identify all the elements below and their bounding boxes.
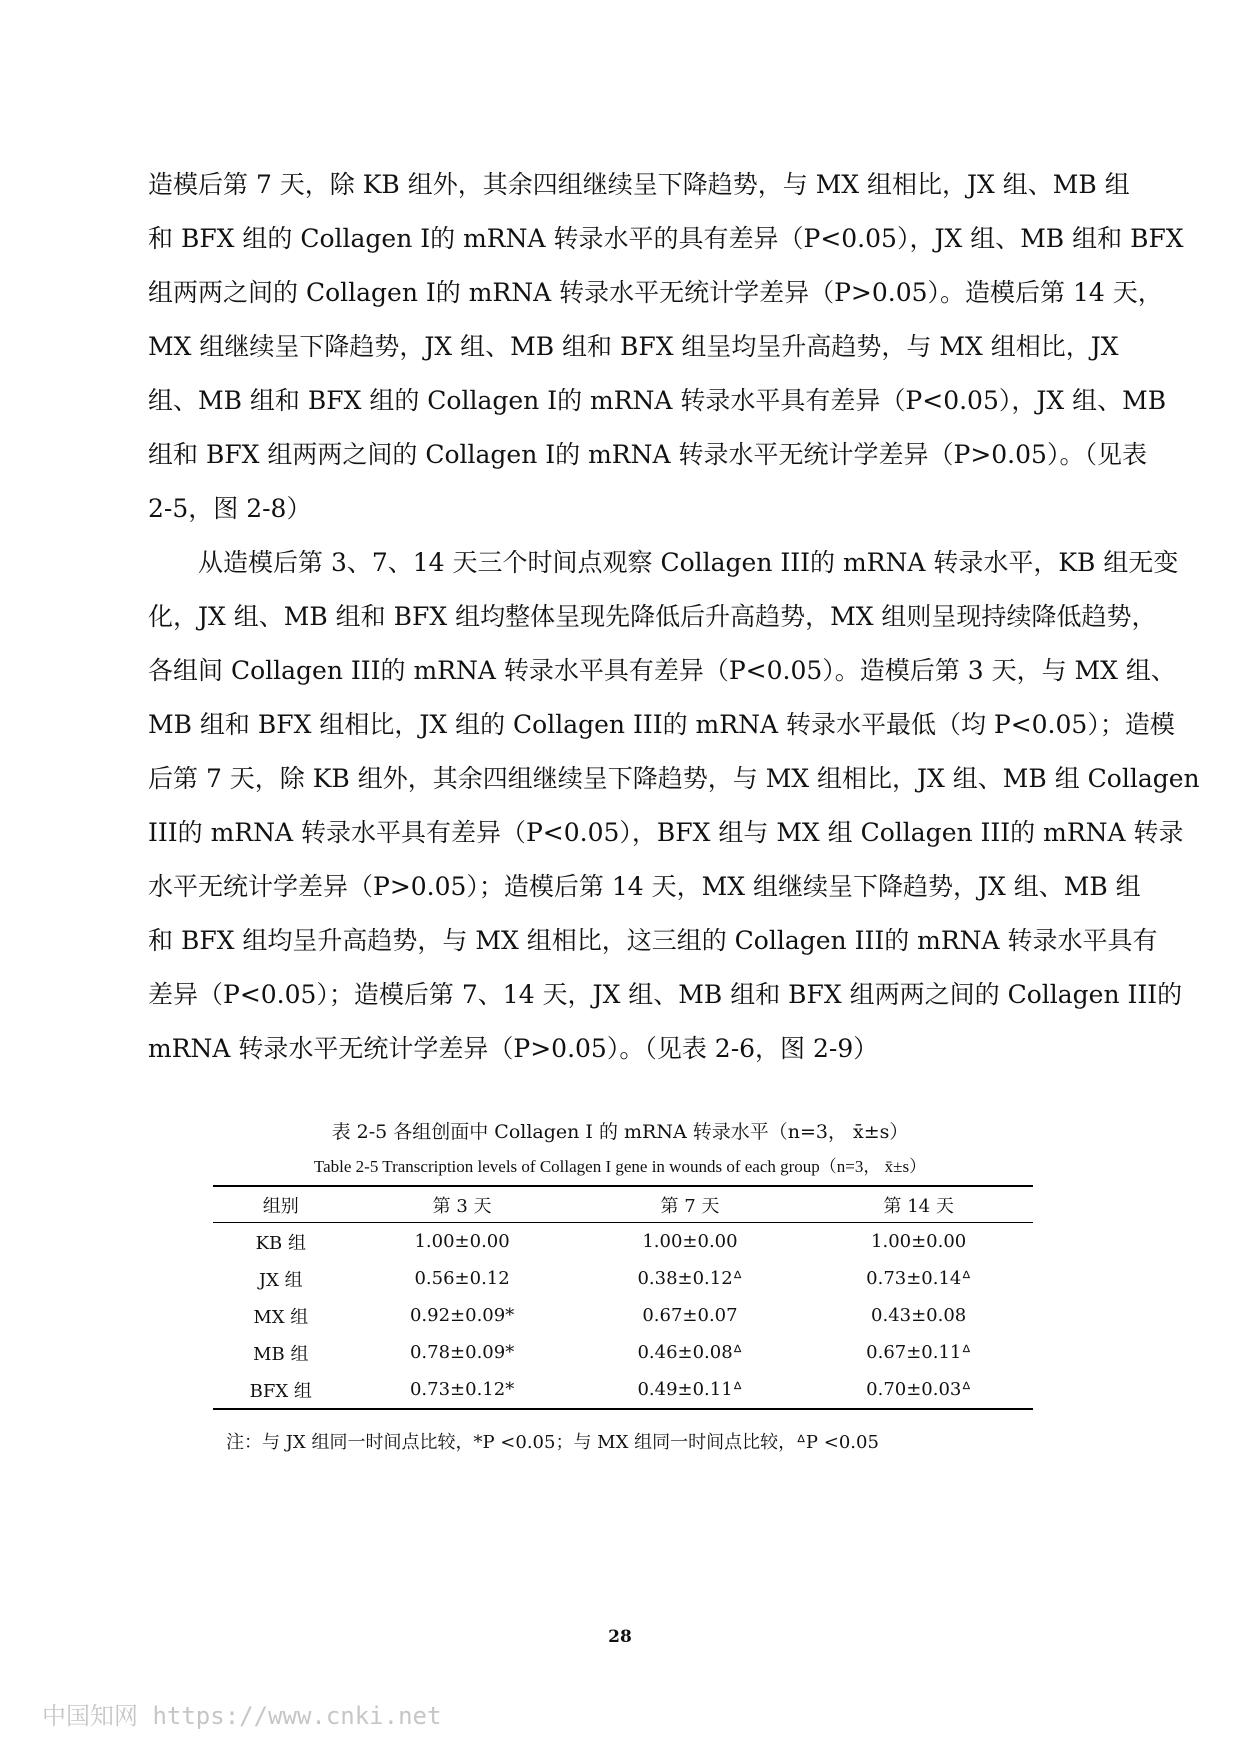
text-line: 组和 BFX 组两两之间的 Collagen I的 mRNA 转录水平无统计学差异（P>0.05）。（见表 [148,440,1147,469]
cell-group: MX 组 [253,1306,309,1328]
cell-group: KB 组 [255,1232,306,1254]
cell-value: 0.67±0.07 [642,1305,738,1326]
cell-value: 0.46±0.08ᐞ [637,1342,743,1363]
cell-value: 0.78±0.09* [409,1342,515,1363]
text-line: III的 mRNA 转录水平具有差异（P<0.05），BFX 组与 MX 组 Collagen III的 mRNA 转录 [148,818,1184,847]
text-line: MB 组和 BFX 组相比，JX 组的 Collagen III的 mRNA 转录水平最低（均 P<0.05）；造模 [148,710,1175,739]
table-row [213,1297,1033,1334]
cell-value: 0.70±0.03ᐞ [866,1379,972,1400]
text-line: MX 组继续呈下降趋势，JX 组、MB 组和 BFX 组呈均呈升高趋势，与 MX 组相比，JX [148,332,1119,361]
text-line: mRNA 转录水平无统计学差异（P>0.05）。（见表 2-6，图 2-9） [148,1034,879,1063]
table-note: 注：与 JX 组同一时间点比较，*P <0.05；与 MX 组同一时间点比较，ᐞP <0.05 [226,1432,879,1453]
table-row [213,1223,1033,1261]
text-line: 和 BFX 组均呈升高趋势，与 MX 组相比，这三组的 Collagen III的 mRNA 转录水平具有 [148,926,1158,955]
text-line: 水平无统计学差异（P>0.05）；造模后第 14 天，MX 组继续呈下降趋势，JX 组、MB 组 [148,872,1141,901]
cell-group: BFX 组 [249,1380,312,1402]
table-row [213,1371,1033,1409]
table-row [213,1334,1033,1371]
cell-value: 0.49±0.11ᐞ [637,1379,743,1400]
table-caption-zh: 表 2-5 各组创面中 Collagen I 的 mRNA 转录水平（n=3， x̄±s） [331,1121,909,1143]
text-line: 造模后第 7 天，除 KB 组外，其余四组继续呈下降趋势，与 MX 组相比，JX 组、MB 组 [148,170,1130,199]
header-day14: 第 14 天 [883,1195,954,1217]
header-group: 组别 [262,1195,299,1217]
table-caption-en: Table 2-5 Transcription levels of Collagen I gene in wounds of each group（n=3， x̄±s） [313,1157,927,1176]
text-line: 从造模后第 3、7、14 天三个时间点观察 Collagen III的 mRNA 转录水平，KB 组无变 [198,548,1179,577]
paragraph-1 [148,158,1184,536]
cell-value: 0.67±0.11ᐞ [866,1342,972,1363]
table-row [213,1260,1033,1297]
paragraph-2 [148,536,1200,1076]
cell-value: 0.73±0.14ᐞ [866,1268,972,1289]
cell-value: 1.00±0.00 [871,1231,967,1252]
text-line: 和 BFX 组的 Collagen I的 mRNA 转录水平的具有差异（P<0.05），JX 组、MB 组和 BFX [148,224,1184,253]
cell-group: MB 组 [253,1343,309,1365]
cell-value: 0.73±0.12* [409,1379,515,1400]
collagen-table [213,1185,1033,1410]
text-line: 差异（P<0.05）；造模后第 7、14 天，JX 组、MB 组和 BFX 组两两之间的 Collagen III的 [148,980,1183,1009]
cell-value: 0.92±0.09* [409,1305,515,1326]
text-line: 各组间 Collagen III的 mRNA 转录水平具有差异（P<0.05）。造模后第 3 天，与 MX 组、 [148,656,1176,685]
cell-value: 1.00±0.00 [642,1231,738,1252]
text-line: 组两两之间的 Collagen I的 mRNA 转录水平无统计学差异（P>0.05）。造模后第 14 天， [148,278,1163,307]
cell-value: 0.56±0.12 [414,1268,510,1289]
table-header-row [213,1186,1033,1223]
text-line: 2-5，图 2-8） [148,494,312,523]
text-line: 化，JX 组、MB 组和 BFX 组均整体呈现先降低后升高趋势，MX 组则呈现持续降低趋势， [148,602,1157,631]
cell-value: 0.38±0.12ᐞ [637,1268,743,1289]
cell-value: 0.43±0.08 [871,1305,967,1326]
text-line: 组、MB 组和 BFX 组的 Collagen I的 mRNA 转录水平具有差异（P<0.05），JX 组、MB [148,386,1167,415]
header-day3: 第 3 天 [432,1195,492,1217]
text-line: 后第 7 天，除 KB 组外，其余四组继续呈下降趋势，与 MX 组相比，JX 组、MB 组 Collagen [148,764,1200,793]
page-number: 28 [608,1627,632,1647]
watermark-text: 中国知网 https://www.cnki.net [42,1702,442,1730]
cell-value: 1.00±0.00 [414,1231,510,1252]
header-day7: 第 7 天 [660,1195,720,1217]
cell-group: JX 组 [258,1269,303,1291]
